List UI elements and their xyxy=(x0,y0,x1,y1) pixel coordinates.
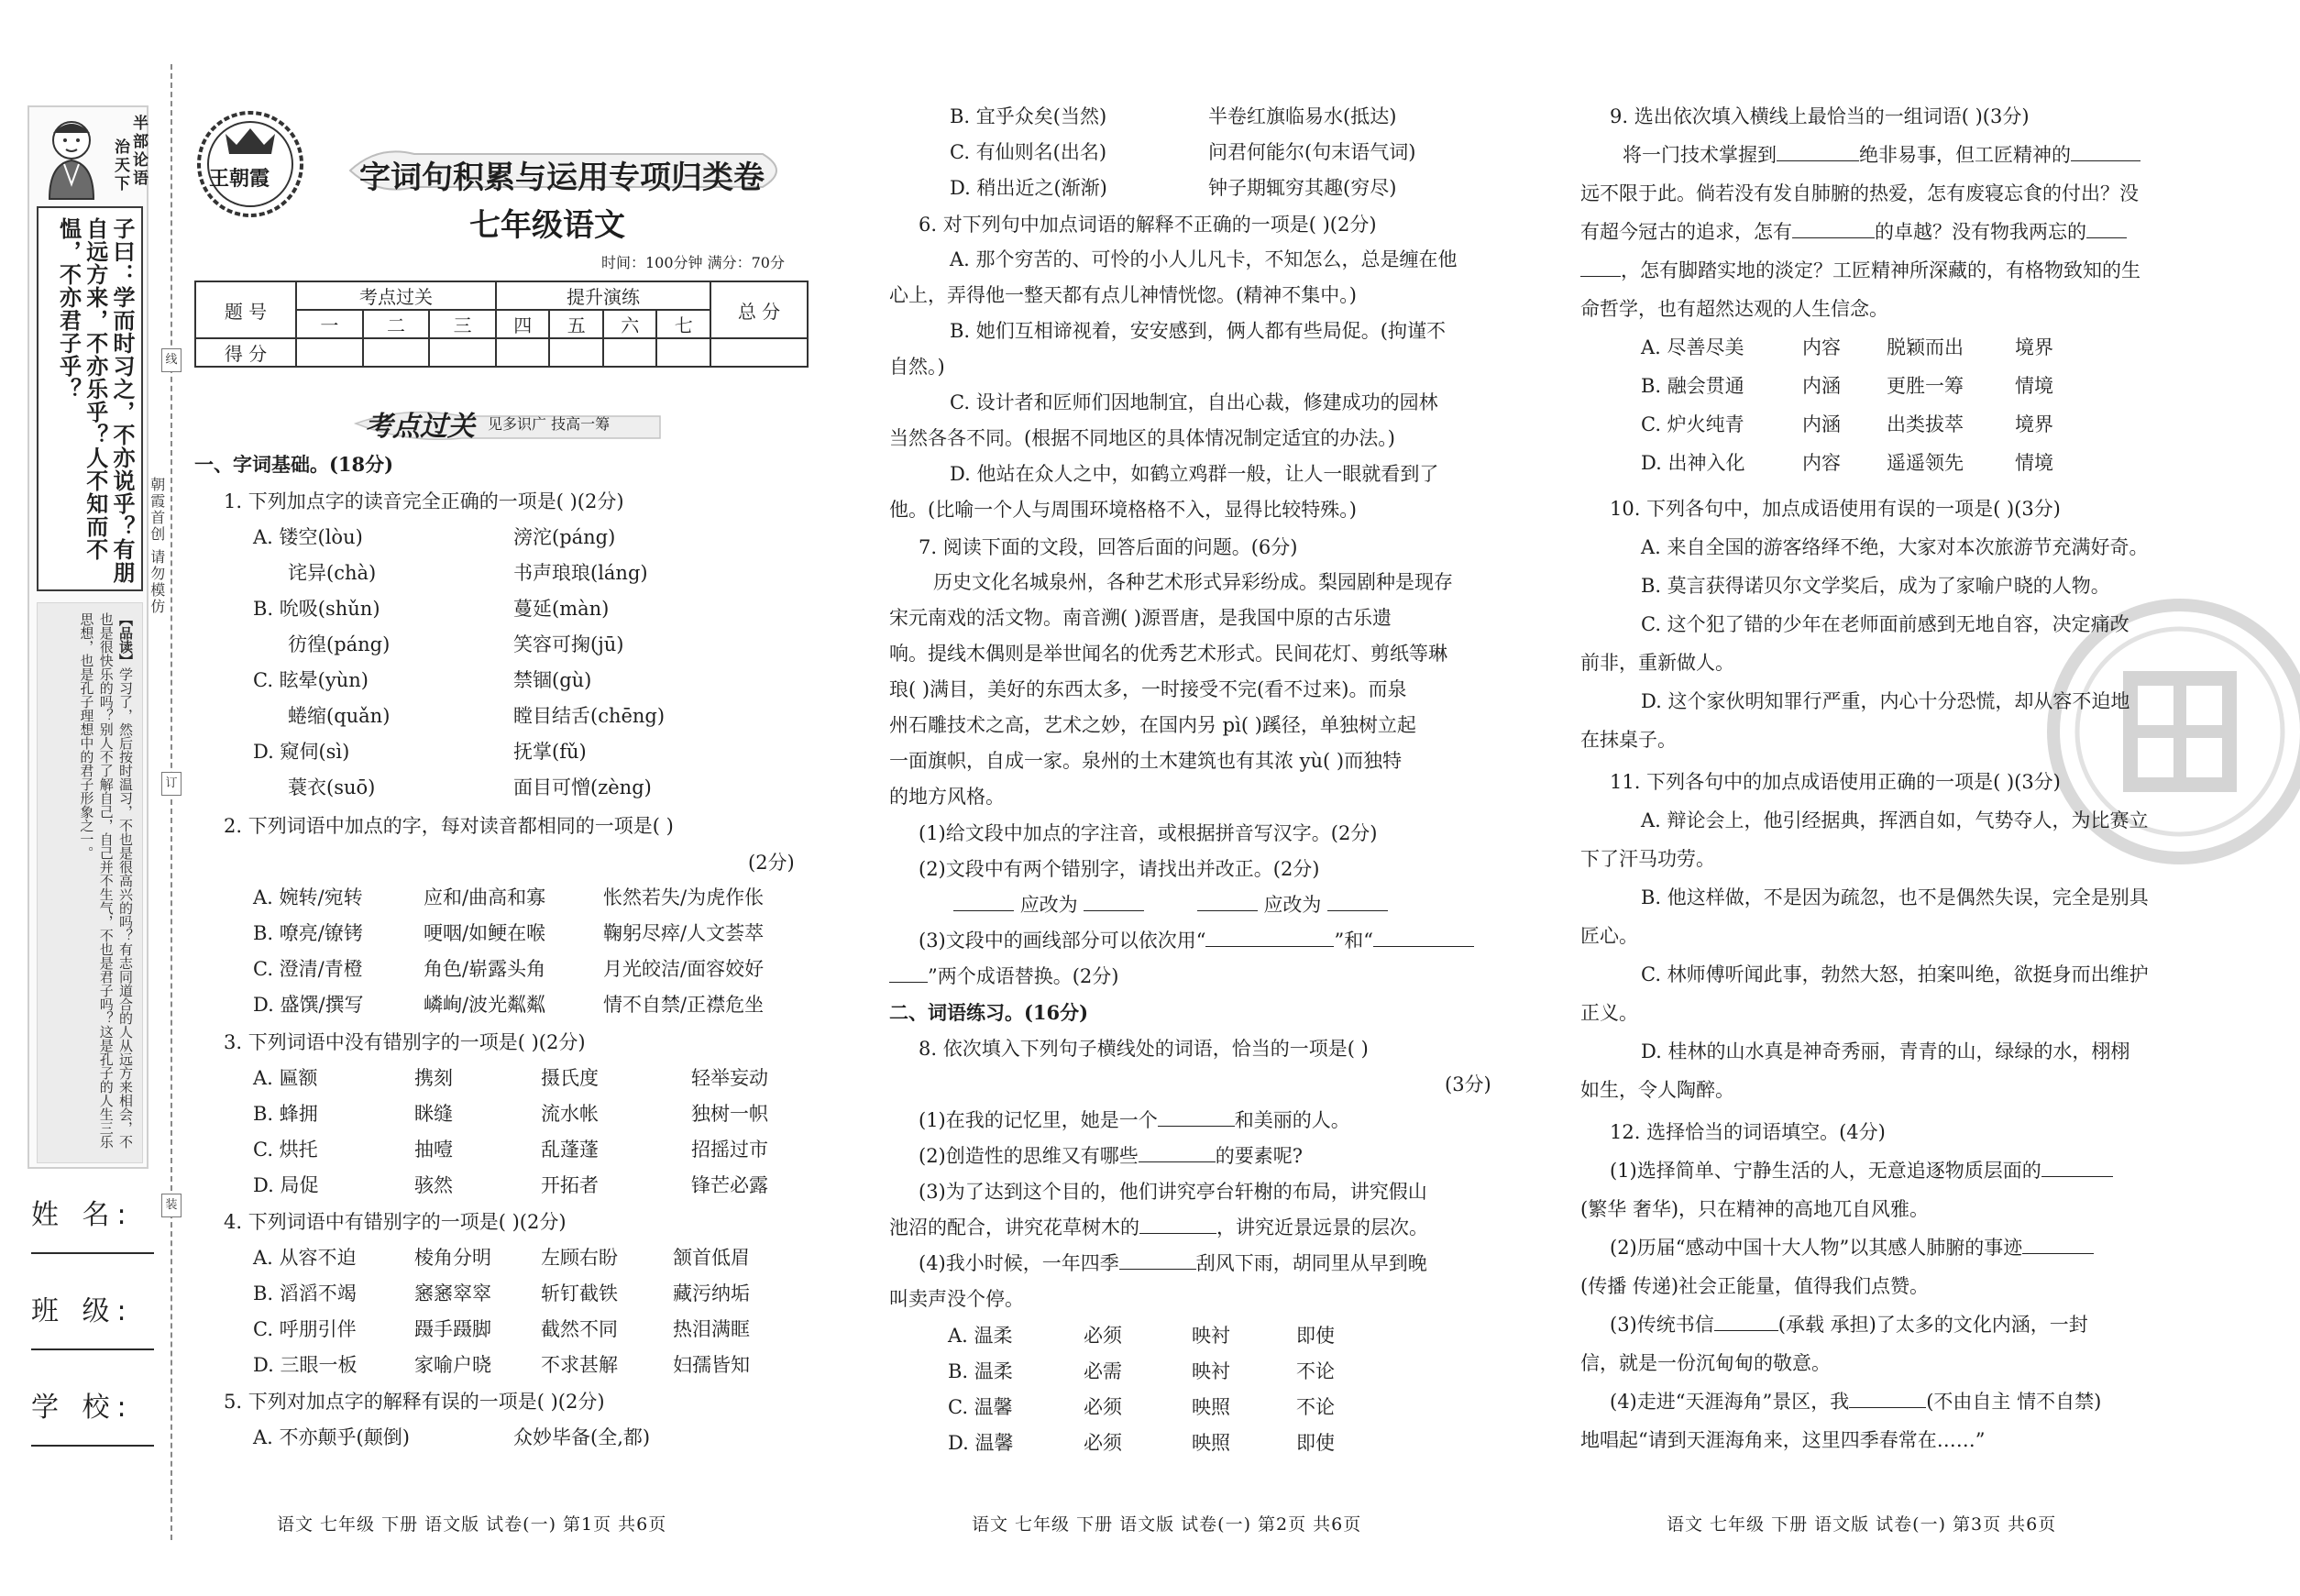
q11-line-4: 匠心。 xyxy=(1580,925,1638,947)
q10-stem: 10. 下列各句中，加点成语使用有误的一项是( )(3分) xyxy=(1610,498,2061,520)
q3-c-3: 乱蓬蓬 xyxy=(541,1139,599,1161)
q2-a-3: 怅然若失/为虎作伥 xyxy=(603,886,765,908)
q9-b-3: 更胜一筹 xyxy=(1887,375,1964,397)
q2-b-2: 哽咽/如鲠在喉 xyxy=(424,922,546,944)
time-score-info: 时间：100分钟 满分：70分 xyxy=(601,254,785,271)
q10-line-5: D. 这个家伙明知罪行严重，内心十分恐慌，却从容不迫地 xyxy=(1641,690,2130,712)
copyright-note: 朝霞首创 请勿模仿 xyxy=(148,477,166,616)
score-cell-7[interactable] xyxy=(656,338,710,367)
q1-c-1: C. 眩晕(yùn) xyxy=(253,669,369,691)
q12-line-6: 信，就是一份沉甸甸的敬意。 xyxy=(1580,1352,1831,1374)
paper-subtitle: 七年级语文 xyxy=(469,207,625,244)
q3-a-4: 轻举妄动 xyxy=(691,1067,768,1089)
q12-line-5: (3)传统书信 (承载 承担)了太多的文化内涵，一封 xyxy=(1610,1311,2088,1338)
q1-b-3: 彷徨(páng) xyxy=(288,633,391,655)
q7-fix-blank-4[interactable] xyxy=(1327,891,1388,911)
q4-c-1: C. 呼朋引伴 xyxy=(253,1318,357,1340)
q5-stem: 5. 下列对加点字的解释有误的一项是( )(2分) xyxy=(224,1391,605,1413)
q4-d-3: 不求甚解 xyxy=(541,1354,618,1376)
q8-blank-4[interactable] xyxy=(1119,1249,1196,1270)
q10-line-2: B. 莫言获得诺贝尔文学奖后，成为了家喻户晓的人物。 xyxy=(1641,575,2110,597)
score-col-5: 五 xyxy=(549,310,602,338)
q4-d-4: 妇孺皆知 xyxy=(673,1354,750,1376)
q5-a-1: A. 不亦颠乎(颠倒) xyxy=(253,1426,410,1448)
q8-a-2: 必须 xyxy=(1084,1325,1122,1347)
q8-a-3: 映衬 xyxy=(1192,1325,1230,1347)
class-label: 班 级: xyxy=(31,1295,134,1327)
q7-text-5: 州石雕技术之高，艺术之妙，在国内另 pì( )蹊径，单独树立起 xyxy=(889,714,1416,736)
score-table xyxy=(194,281,809,368)
class-line xyxy=(31,1348,154,1350)
q9-blank-3[interactable] xyxy=(1792,218,1875,238)
q7-text-4: 琅( )满目，美好的东西太多，一时接受不完(看不过来)。而泉 xyxy=(889,678,1407,700)
q3-d-1: D. 局促 xyxy=(253,1174,319,1196)
q10-line-6: 在抹桌子。 xyxy=(1580,729,1677,751)
q2-a-2: 应和/曲高和寡 xyxy=(424,886,546,908)
reading-text xyxy=(76,612,135,1159)
q9-b-2: 内涵 xyxy=(1802,375,1841,397)
q7-fix-label-1: 应改为 xyxy=(1019,894,1078,916)
q4-d-2: 家喻户晓 xyxy=(414,1354,491,1376)
q2-d-1: D. 盛馔/撰写 xyxy=(253,994,364,1016)
q1-d-4: 面目可憎(zèng) xyxy=(513,776,652,798)
q9-a-4: 境界 xyxy=(2015,336,2053,358)
q7-idiom-blank-1[interactable] xyxy=(1205,927,1334,947)
section-banner-title: 考点过关 xyxy=(365,411,475,443)
q3-b-2: 眯缝 xyxy=(414,1103,453,1125)
q7-and: ”和“ xyxy=(1334,930,1373,952)
q8-a-4: 即使 xyxy=(1296,1325,1335,1347)
q1-b-1: B. 吮吸(shǔn) xyxy=(253,598,380,620)
q6-line-4: 自然。) xyxy=(889,356,945,378)
quote-box xyxy=(28,105,149,1169)
q1-c-2: 禁锢(gù) xyxy=(513,669,592,691)
q8-line-3: (3)为了达到这个目的，他们讲究亭台轩榭的布局，讲究假山 xyxy=(919,1181,1427,1203)
score-cell-2[interactable] xyxy=(363,338,430,367)
score-label: 得 分 xyxy=(195,338,296,367)
q1-stem: 1. 下列加点字的读音完全正确的一项是( )(2分) xyxy=(224,490,624,512)
logo-text: 王朝霞 xyxy=(209,168,270,191)
reading-tag: 【品读】 xyxy=(117,612,134,667)
name-line xyxy=(31,1252,154,1254)
q9-d-4: 情境 xyxy=(2015,452,2053,474)
q8-d-4: 即使 xyxy=(1296,1432,1335,1454)
q7-sub-3-tail: ”两个成语替换。(2分) xyxy=(928,965,1119,987)
q7-text-2: 宋元南戏的活文物。南音溯( )源晋唐，是我国中原的古乐遗 xyxy=(889,607,1392,629)
q3-a-2: 携刻 xyxy=(414,1067,453,1089)
q8-line-2: (2)创造性的思维又有哪些 的要素呢? xyxy=(919,1142,1303,1170)
q6-line-8: 他。(比喻一个人与周围环境格格不入，显得比较特殊。) xyxy=(889,499,1357,521)
reading-note xyxy=(37,602,143,1163)
footer-page-1: 语文 七年级 下册 语文版 试卷(一) 第1页 共6页 xyxy=(277,1514,667,1535)
q11-line-3: B. 他这样做，不是因为疏忽，也不是偶然失误，完全是别具 xyxy=(1641,886,2149,908)
q11-line-8: 如生，令人陶醉。 xyxy=(1580,1079,1734,1101)
q11-line-6: 正义。 xyxy=(1580,1002,1638,1024)
q3-c-4: 招摇过市 xyxy=(691,1139,768,1161)
q10-line-1: A. 来自全国的游客络绎不绝，大家对本次旅游节充满好奇。 xyxy=(1641,536,2149,558)
q7-sub-3 xyxy=(919,927,1474,954)
q9-b-4: 情境 xyxy=(2015,375,2053,397)
q4-a-4: 颔首低眉 xyxy=(673,1247,750,1269)
confucius-mascot-icon xyxy=(37,113,108,201)
q2-d-2: 嶙峋/波光粼粼 xyxy=(424,994,546,1016)
q8-c-3: 映照 xyxy=(1192,1396,1230,1418)
q11-line-2: 下了汗马功劳。 xyxy=(1580,848,1715,870)
section-1-heading: 一、字词基础。(18分) xyxy=(194,453,394,476)
q4-c-2: 蹑手蹑脚 xyxy=(414,1318,491,1340)
q4-a-2: 棱角分明 xyxy=(414,1247,491,1269)
q5-d-1: D. 稍出近之(渐渐) xyxy=(950,177,1107,199)
q2-c-3: 月光皎洁/面容姣好 xyxy=(603,958,765,980)
q3-d-4: 锋芒必露 xyxy=(691,1174,768,1196)
q8-d-2: 必须 xyxy=(1084,1432,1122,1454)
q9-c-2: 内涵 xyxy=(1802,413,1841,435)
q4-b-1: B. 滔滔不竭 xyxy=(253,1282,357,1304)
cut-mark-line: 线 xyxy=(161,348,182,372)
q3-c-2: 抽噎 xyxy=(414,1139,453,1161)
q1-d-3: 蓑衣(suō) xyxy=(288,776,376,798)
q7-fix-label-2: 应改为 xyxy=(1263,894,1322,916)
q9-blank-4b[interactable] xyxy=(1580,257,1621,277)
q2-a-1: A. 婉转/宛转 xyxy=(253,886,363,908)
q3-b-1: B. 蜂拥 xyxy=(253,1103,318,1125)
q1-c-3: 蜷缩(quǎn) xyxy=(288,705,391,727)
q7-text-6: 一面旗帜，自成一家。泉州的土木建筑也有其浓 yù( )而独特 xyxy=(889,750,1403,772)
score-group-a: 考点过关 xyxy=(296,281,496,310)
q9-line-3: 有超今冠古的追求，怎有 的卓越？没有物我两忘的 xyxy=(1580,218,2127,246)
q4-a-3: 左顾右盼 xyxy=(541,1247,618,1269)
q12-line-4: (传播 传递)社会正能量，值得我们点赞。 xyxy=(1580,1275,1930,1297)
score-row-label: 题 号 xyxy=(195,281,296,338)
q9-d-2: 内容 xyxy=(1802,452,1841,474)
q4-b-4: 藏污纳垢 xyxy=(673,1282,750,1304)
q4-c-4: 热泪满眶 xyxy=(673,1318,750,1340)
q6-line-6: 当然各各不同。(根据不同地区的具体情况制定适宜的办法。) xyxy=(889,427,1395,449)
q12-blank-1[interactable] xyxy=(2041,1157,2113,1177)
score-col-2: 二 xyxy=(363,310,430,338)
q9-line-2: 远不限于此。倘若没有发自肺腑的热爱，怎有废寝忘食的付出？没 xyxy=(1580,182,2139,204)
name-label: 姓 名: xyxy=(31,1199,134,1231)
score-cell-5[interactable] xyxy=(549,338,602,367)
q7-text-3: 响。提线木偶则是举世闻名的优秀艺术形式。民间花灯、剪纸等琳 xyxy=(889,643,1447,665)
q1-b-2: 蔓延(màn) xyxy=(513,598,610,620)
q1-d-2: 抚掌(fǔ) xyxy=(513,741,587,763)
q7-fix-blank-2[interactable] xyxy=(1084,891,1144,911)
class-field[interactable] xyxy=(31,1288,154,1328)
quote-text: 子曰：学而时习之，不亦说乎？有朋自远方来，不亦乐乎？人不知而不愠，不亦君子乎？ xyxy=(55,217,136,584)
q8-a-1: A. 温柔 xyxy=(948,1325,1013,1347)
q4-stem: 4. 下列词语中有错别字的一项是( )(2分) xyxy=(224,1211,567,1233)
q7-sub-3-end xyxy=(889,963,1118,990)
binding-strip xyxy=(28,105,149,1490)
name-field[interactable] xyxy=(31,1192,154,1232)
q12-blank-2[interactable] xyxy=(2022,1234,2094,1254)
q9-d-1: D. 出神入化 xyxy=(1641,452,1745,474)
q4-b-2: 窸窸窣窣 xyxy=(414,1282,491,1304)
q8-b-2: 必需 xyxy=(1084,1360,1122,1382)
score-cell-1[interactable] xyxy=(296,338,363,367)
cut-mark-bind: 订 xyxy=(161,772,182,796)
q5-c-1: C. 有仙则名(出名) xyxy=(950,141,1107,163)
q1-c-4: 瞠目结舌(chēng) xyxy=(513,705,666,727)
q1-a-3: 诧异(chà) xyxy=(288,562,377,584)
score-cell-6[interactable] xyxy=(603,338,656,367)
school-field[interactable] xyxy=(31,1384,154,1425)
q8-blank-3[interactable] xyxy=(1139,1214,1216,1234)
q3-a-1: A. 匾额 xyxy=(253,1067,318,1089)
q7-sub-3-text: (3)文段中的画线部分可以依次用“ xyxy=(919,930,1206,952)
q8-line-4: 池沼的配合，讲究花草树木的 ，讲究近景远景的层次。 xyxy=(889,1214,1428,1241)
q9-blank-1[interactable] xyxy=(1777,141,1859,161)
q2-stem: 2. 下列词语中加点的字，每对读音都相同的一项是( ) xyxy=(224,815,674,837)
q11-line-1: A. 辩论会上，他引经据典，挥洒自如，气势夺人，为比赛立 xyxy=(1641,809,2149,831)
q5-b-1: B. 宜乎众矣(当然) xyxy=(950,105,1107,127)
q7-idiom-blank-2b[interactable] xyxy=(889,963,928,983)
paper-title: 字词句积累与运用专项归类卷 xyxy=(359,160,765,196)
q3-a-3: 摄氏度 xyxy=(541,1067,599,1089)
q6-line-3: B. 她们互相谛视着，安安感到，俩人都有些局促。(拘谨不 xyxy=(950,320,1446,342)
q9-blank-2[interactable] xyxy=(2071,141,2140,161)
q3-d-3: 开拓者 xyxy=(541,1174,599,1196)
score-cell-4[interactable] xyxy=(496,338,549,367)
score-group-b: 提升演练 xyxy=(496,281,710,310)
q6-stem: 6. 对下列句中加点词语的解释不正确的一项是( )(2分) xyxy=(919,214,1377,236)
q7-text-1: 历史文化名城泉州，各种艺术形式异彩纷成。梨园剧种是现存 xyxy=(933,571,1453,593)
q9-blank-4[interactable] xyxy=(2086,218,2127,238)
q8-b-1: B. 温柔 xyxy=(948,1360,1013,1382)
q9-line-5: 命哲学，也有超然达观的人生信念。 xyxy=(1580,298,1888,320)
school-line xyxy=(31,1445,154,1447)
q8-d-1: D. 温馨 xyxy=(948,1432,1014,1454)
q12-line-2: (繁华 奢华)，只在精神的高地兀自风雅。 xyxy=(1580,1198,1930,1220)
q5-d-2: 钟子期辄穷其趣(穷尽) xyxy=(1208,177,1397,199)
q3-b-3: 流水帐 xyxy=(541,1103,599,1125)
q8-line-5: (4)我小时候，一年四季 刮风下雨，胡同里从早到晚 xyxy=(919,1249,1427,1277)
q6-line-5: C. 设计者和匠师们因地制宜，自出心裁，修建成功的园林 xyxy=(950,391,1438,413)
q5-c-2: 问君何能尔(句末语气词) xyxy=(1208,141,1416,163)
q8-c-2: 必须 xyxy=(1084,1396,1122,1418)
q4-d-1: D. 三眼一板 xyxy=(253,1354,358,1376)
cut-mark-seal: 装 xyxy=(161,1194,182,1217)
motto-left: 治天下 xyxy=(111,138,129,193)
q12-blank-3[interactable] xyxy=(1714,1311,1778,1331)
score-col-7: 七 xyxy=(656,310,710,338)
q8-c-1: C. 温馨 xyxy=(948,1396,1013,1418)
q2-d-3: 情不自禁/正襟危坐 xyxy=(603,994,765,1016)
score-total-label: 总 分 xyxy=(710,281,808,338)
q7-fix-row xyxy=(953,891,1388,919)
q7-idiom-blank-2[interactable] xyxy=(1373,927,1474,947)
q7-fix-blank-3[interactable] xyxy=(1197,891,1258,911)
q8-blank-2[interactable] xyxy=(1139,1142,1216,1162)
q8-score: (3分) xyxy=(1445,1073,1491,1095)
q9-line-1: 将一门技术掌握到 绝非易事，但工匠精神的 xyxy=(1623,141,2140,169)
q7-text-7: 的地方风格。 xyxy=(889,786,1005,808)
score-col-4: 四 xyxy=(496,310,549,338)
q7-fix-blank-1[interactable] xyxy=(953,891,1014,911)
q2-b-1: B. 嘹亮/镣铐 xyxy=(253,922,363,944)
motto-right: 半部论语 xyxy=(129,115,148,188)
q8-c-4: 不论 xyxy=(1296,1396,1335,1418)
q12-line-1: (1)选择简单、宁静生活的人，无意追逐物质层面的 xyxy=(1610,1157,2113,1184)
q8-stem: 8. 依次填入下列句子横线处的词语，恰当的一项是( ) xyxy=(919,1038,1369,1060)
q11-line-7: D. 桂林的山水真是神奇秀丽，青青的山，绿绿的水，栩栩 xyxy=(1641,1040,2130,1062)
q5-b-2: 半卷红旗临易水(抵达) xyxy=(1208,105,1397,127)
reading-body: 学习了，然后按时温习，不也是很高兴的吗？有志同道合的人从远方来相会，不也是很快乐的吗？别人不了解自己，自己并不生气，不也是君子吗？这是孔子的人生三乐思想，也是孔子理想中的君子形象之一。 xyxy=(78,612,134,1149)
q1-a-2: 滂沱(páng) xyxy=(513,526,616,548)
q8-b-4: 不论 xyxy=(1296,1360,1335,1382)
score-col-6: 六 xyxy=(603,310,656,338)
q6-line-7: D. 他站在众人之中，如鹤立鸡群一般，让人一眼就看到了 xyxy=(950,463,1439,485)
q9-d-3: 遥遥领先 xyxy=(1887,452,1964,474)
q12-blank-4[interactable] xyxy=(1849,1388,1926,1408)
q9-line-4: ，怎有脚踏实地的淡定？工匠精神所深藏的，有格物致知的生 xyxy=(1580,257,2140,284)
q12-line-3: (2)历届“感动中国十大人物”以其感人肺腑的事迹 xyxy=(1610,1234,2094,1261)
q2-b-3: 鞠躬尽瘁/人文荟萃 xyxy=(603,922,765,944)
q9-a-3: 脱颖而出 xyxy=(1887,336,1964,358)
q5-a-2: 众妙毕备(全,都) xyxy=(513,1426,651,1448)
q8-line-6: 叫卖声没个停。 xyxy=(889,1288,1024,1310)
q1-a-1: A. 镂空(lòu) xyxy=(253,526,363,548)
q3-c-1: C. 烘托 xyxy=(253,1139,318,1161)
score-col-3: 三 xyxy=(429,310,496,338)
section-banner-slogan: 见多识广 技高一筹 xyxy=(488,415,611,433)
q10-line-4: 前非，重新做人。 xyxy=(1580,652,1734,674)
score-col-1: 一 xyxy=(296,310,363,338)
q1-a-4: 书声琅琅(láng) xyxy=(513,562,648,584)
q2-c-1: C. 澄清/青橙 xyxy=(253,958,363,980)
q3-d-2: 骇然 xyxy=(414,1174,453,1196)
q12-stem: 12. 选择恰当的词语填空。(4分) xyxy=(1610,1121,1886,1143)
q7-stem: 7. 阅读下面的文段，回答后面的问题。(6分) xyxy=(919,536,1298,558)
q9-stem: 9. 选出依次填入横线上最恰当的一组词语( )(3分) xyxy=(1610,105,2030,127)
q9-c-4: 境界 xyxy=(2015,413,2053,435)
q8-d-3: 映照 xyxy=(1192,1432,1230,1454)
q12-line-7: (4)走进“天涯海角”景区，我 (不由自主 情不自禁) xyxy=(1610,1388,2101,1415)
q11-line-5: C. 林师傅听闻此事，勃然大怒，拍案叫绝，欲挺身而出维护 xyxy=(1641,963,2149,985)
q7-sub-2: (2)文段中有两个错别字，请找出并改正。(2分) xyxy=(919,858,1320,880)
q12-line-8: 地唱起“请到天涯海角来，这里四季春常在……” xyxy=(1580,1429,1986,1451)
score-cell-3[interactable] xyxy=(429,338,496,367)
q6-line-2: 心上，弄得他一整天都有点儿神情恍惚。(精神不集中。) xyxy=(889,284,1357,306)
cut-line xyxy=(171,64,172,1540)
q9-a-1: A. 尽善尽美 xyxy=(1641,336,1744,358)
q7-sub-1: (1)给文段中加点的字注音，或根据拼音写汉字。(2分) xyxy=(919,822,1378,844)
q3-b-4: 独树一帜 xyxy=(691,1103,768,1125)
footer-page-2: 语文 七年级 下册 语文版 试卷(一) 第2页 共6页 xyxy=(972,1514,1362,1535)
q11-stem: 11. 下列各句中的加点成语使用正确的一项是( )(3分) xyxy=(1610,771,2061,793)
q9-b-1: B. 融会贯通 xyxy=(1641,375,1744,397)
q4-c-3: 截然不同 xyxy=(541,1318,618,1340)
q6-line-1: A. 那个穷苦的、可怜的小人儿凡卡，不知怎么，总是缠在他 xyxy=(950,248,1458,270)
q4-b-3: 斩钉截铁 xyxy=(541,1282,618,1304)
score-cell-total[interactable] xyxy=(710,338,808,367)
q2-score: (2分) xyxy=(748,852,795,874)
school-label: 学 校: xyxy=(31,1392,134,1424)
q8-b-3: 映衬 xyxy=(1192,1360,1230,1382)
q8-blank-1[interactable] xyxy=(1158,1106,1235,1127)
q4-a-1: A. 从容不迫 xyxy=(253,1247,357,1269)
q9-c-1: C. 炉火纯青 xyxy=(1641,413,1744,435)
section-2-heading: 二、词语练习。(16分) xyxy=(889,1001,1089,1024)
confucius-quote xyxy=(37,206,143,591)
q2-c-2: 角色/崭露头角 xyxy=(424,958,546,980)
q1-d-1: D. 窥伺(sì) xyxy=(253,741,350,763)
q9-c-3: 出类拔萃 xyxy=(1887,413,1964,435)
q10-line-3: C. 这个犯了错的少年在老师面前感到无地自容，决定痛改 xyxy=(1641,613,2129,635)
footer-page-3: 语文 七年级 下册 语文版 试卷(一) 第3页 共6页 xyxy=(1667,1514,2057,1535)
q1-b-4: 笑容可掬(jū) xyxy=(513,633,624,655)
q9-a-2: 内容 xyxy=(1802,336,1841,358)
q3-stem: 3. 下列词语中没有错别字的一项是( )(2分) xyxy=(224,1031,586,1053)
q8-line-1: (1)在我的记忆里，她是一个 和美丽的人。 xyxy=(919,1106,1350,1134)
